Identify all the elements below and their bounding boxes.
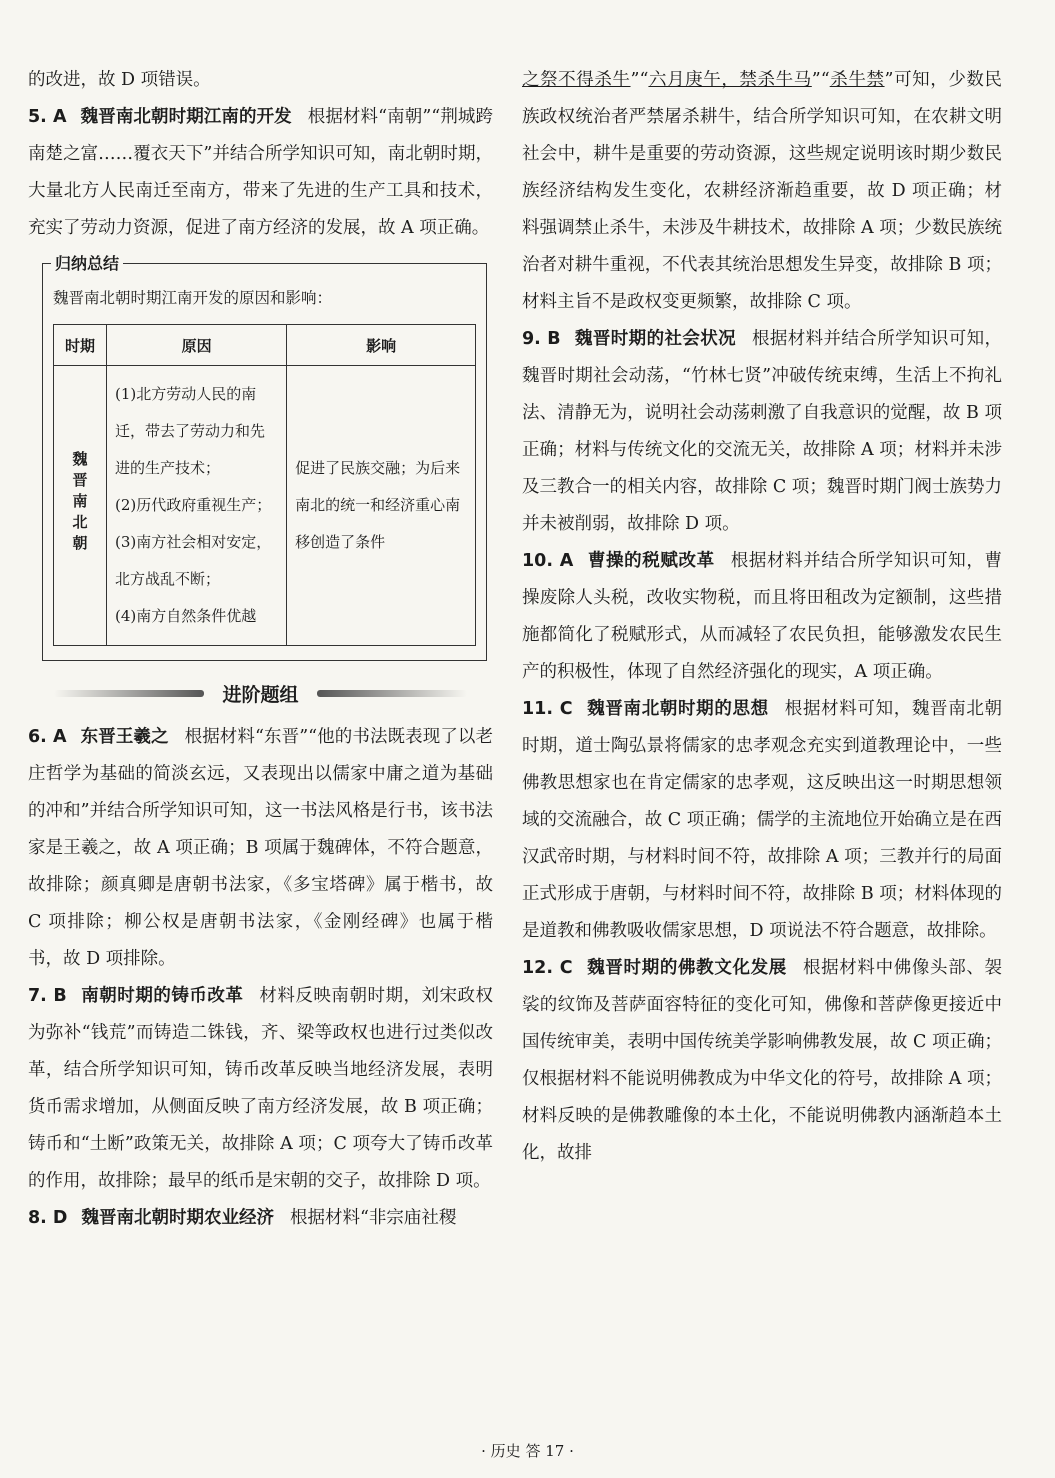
question-text: 根据材料“东晋”“他的书法既表现了以老庄哲学为基础的简淡玄远，又表现出以儒家中庸之道为基础的冲和”并结合所学知识可知，这一书法风格是行书，该书法家是王羲之，故 A 项正确；B 项属于魏碑体，不符合题意，故排除；颜真卿是唐朝书法家，《多宝塔碑》属于楷书，故 C 项排除；柳公权是唐朝书法家，《金刚经碑》也属于楷书，故 D 项排除。 (28, 727, 493, 969)
banner-bar-right (317, 690, 467, 697)
cause-item: (2)历代政府重视生产； (115, 496, 272, 514)
question-topic: 魏晋时期的社会状况 (574, 329, 736, 349)
left-column (28, 62, 493, 1237)
continued-text: 之祭不得杀牛”“六月庚午，禁杀牛马”“杀牛禁”可知，少数民族政权统治者严禁屠杀耕牛，结合所学知识可知，在农耕文明社会中，耕牛是重要的劳动资源，这些规定说明该时期少数民族经济结构发生变化，农耕经济渐趋重要，故 D 项正确；材料强调禁止杀牛，未涉及牛耕技术，故排除 A 项；少数民族统治者对耕牛重视，不代表其统治思想发生异变，故排除 B 项；材料主旨不是政权变更频繁，故排除 C 项。 (522, 70, 1002, 312)
question-topic: 曹操的税赋改革 (587, 551, 715, 571)
header-cause: 原因 (107, 325, 287, 366)
cause-item: (4)南方自然条件优越 (115, 607, 257, 625)
header-period: 时期 (54, 325, 107, 366)
question-topic: 东晋王羲之 (80, 727, 169, 747)
question-topic: 南朝时期的铸币改革 (80, 986, 244, 1006)
question-text: 材料反映南朝时期，刘宋政权为弥补“钱荒”而铸造二铢钱，齐、梁等政权也进行过类似改革，结合所学知识可知，铸币改革反映当地经济发展，表明货币需求增加，从侧面反映了南方经济发展，故 B 项正确；铸币和“土断”政策无关，故排除 A 项；C 项夸大了铸币改革的作用，故排除；最早的纸币是宋朝的交子，故排除 D 项。 (28, 986, 494, 1191)
question-text: 根据材料并结合所学知识可知，曹操废除人头税，改收实物税，而且将田租改为定额制，这些措施都简化了税赋形式，从而减轻了农民负担，能够激发农民生产的积极性，体现了自然经济强化的现实，A 项正确。 (522, 551, 1003, 682)
section-banner (28, 677, 493, 709)
quote-underlined: 之祭不得杀牛 (522, 70, 631, 90)
cause-item: (1)北方劳动人民的南迁，带去了劳动力和先进的生产技术； (115, 385, 266, 477)
question-text: 根据材料“非宗庙社稷 (289, 1208, 457, 1228)
question-number: 5. A (28, 107, 67, 127)
continued-text: 的改进，故 D 项错误。 (28, 70, 211, 90)
summary-intro: 魏晋南北朝时期江南开发的原因和影响： (53, 289, 333, 307)
question-number: 7. B (28, 986, 67, 1006)
question-text: 可知，少数民族政权统治者严禁屠杀耕牛，结合所学知识可知，在农耕文明社会中，耕牛是重要的劳动资源，这些规定说明该时期少数民族经济结构发生变化，农耕经济渐趋重要，故 D 项正确；材料强调禁止杀牛，未涉及牛耕技术，故排除 A 项；少数民族统治者对耕牛重视，不代表其统治思想发生异变，故排除 B 项；材料主旨不是政权变更频繁，故排除 C 项。 (522, 70, 1002, 312)
question-11 (522, 691, 1002, 950)
quote-underlined: 六月庚午，禁杀牛马 (648, 70, 812, 90)
header-effect: 影响 (287, 325, 476, 366)
question-number: 11. C (522, 699, 573, 719)
question-number: 12. C (522, 958, 573, 978)
question-number: 9. B (522, 329, 561, 349)
question-text: 根据材料“南朝”“荆城跨南楚之富……覆衣天下”并结合所学知识可知，南北朝时期，大量北方人民南迁至南方，带来了先进的生产工具和技术，充实了劳动力资源，促进了南方经济的发展，故 A 项正确。 (28, 107, 494, 238)
period-cell: 魏晋南北朝 (54, 366, 107, 646)
question-topic: 魏晋南北朝时期的思想 (586, 699, 769, 719)
summary-box (42, 254, 487, 661)
summary-table (53, 324, 476, 646)
question-text: 根据材料并结合所学知识可知，魏晋时期社会动荡，“竹林七贤”冲破传统束缚，生活上不拘礼法、清静无为，说明社会动荡刺激了自我意识的觉醒，故 B 项正确；材料与传统文化的交流无关，故排除 A 项；材料并未涉及三教合一的相关内容，故排除 C 项；魏晋时期门阀士族势力并未被削弱，故排除 D 项。 (522, 329, 1003, 534)
quote-underlined: 杀牛禁 (829, 70, 885, 90)
question-topic: 魏晋南北朝时期江南的开发 (80, 107, 292, 127)
question-number: 8. D (28, 1208, 68, 1228)
question-8 (28, 1200, 493, 1237)
question-7 (28, 978, 493, 1200)
question-number: 10. A (522, 551, 574, 571)
question-topic: 魏晋时期的佛教文化发展 (586, 958, 787, 978)
question-10 (522, 543, 1002, 691)
page-footer: · 历史 答 17 · (481, 1442, 574, 1460)
cause-item: (3)南方社会相对安定，北方战乱不断； (115, 533, 272, 588)
question-12 (522, 950, 1002, 1172)
question-5 (28, 99, 493, 247)
section-title: 进阶题组 (222, 683, 299, 706)
summary-title: 归纳总结 (51, 251, 123, 274)
question-6 (28, 719, 493, 978)
cause-cell (107, 366, 287, 646)
question-9 (522, 321, 1002, 543)
question-topic: 魏晋南北朝时期农业经济 (81, 1208, 274, 1228)
question-text: 根据材料可知，魏晋南北朝时期，道士陶弘景将儒家的忠孝观念充实到道教理论中，一些佛教思想家也在肯定儒家的忠孝观，这反映出这一时期思想领域的交流融合，故 C 项正确；儒学的主流地位开始确立是在西汉武帝时期，与材料时间不符，故排除 A 项；三教并行的局面正式形成于唐朝，与材料时间不符，故排除 B 项；材料体现的是道教和佛教吸收儒家思想，D 项说法不符合题意，故排除。 (522, 699, 1002, 941)
question-number: 6. A (28, 727, 67, 747)
effect-cell: 促进了民族交融；为后来南北的统一和经济重心南移创造了条件 (287, 366, 476, 646)
right-column (522, 62, 1002, 1172)
question-text: 根据材料中佛像头部、袈裟的纹饰及菩萨面容特征的变化可知，佛像和菩萨像更接近中国传统审美，表明中国传统美学影响佛教发展，故 C 项正确；仅根据材料不能说明佛教成为中华文化的符号，故排除 A 项；材料反映的是佛教雕像的本土化，不能说明佛教内涵渐趋本土化，故排 (522, 958, 1003, 1163)
banner-bar-left (54, 690, 204, 697)
